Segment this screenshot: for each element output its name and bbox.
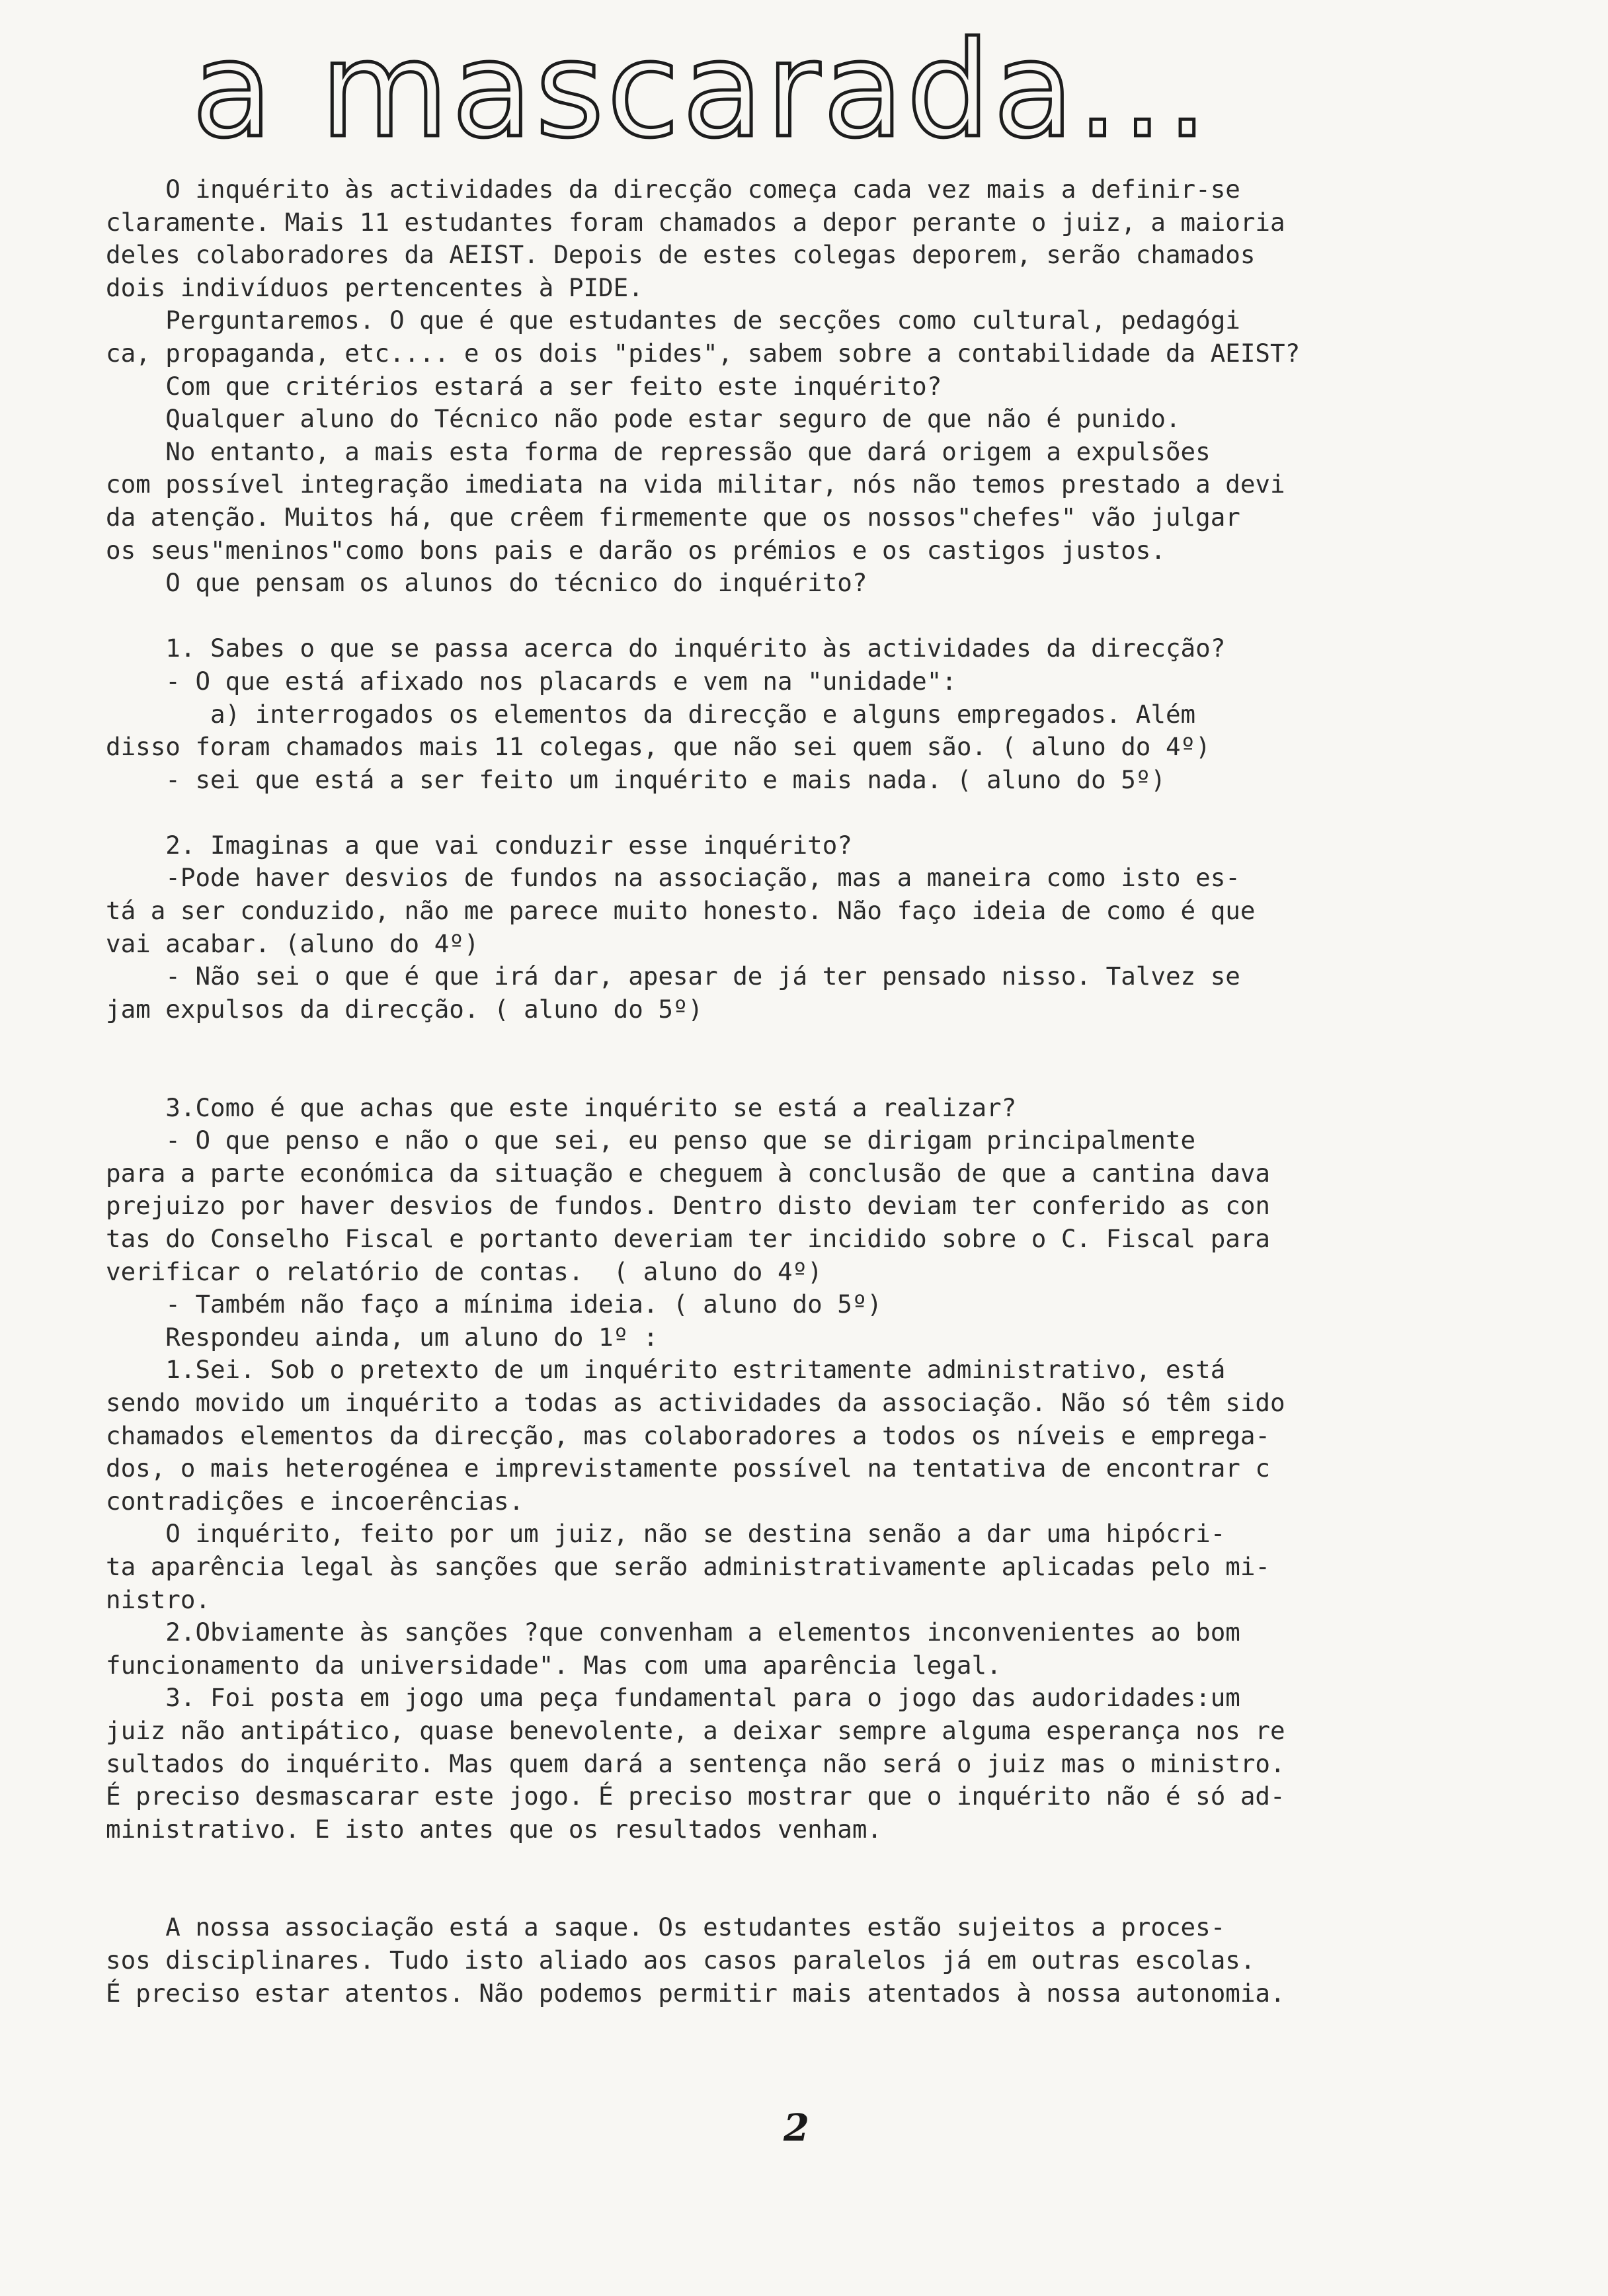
- text-line: os seus"meninos"como bons pais e darão os prémios e os castigos justos.: [106, 535, 1166, 565]
- text-line: 2.Obviamente às sanções ?que convenham a elementos inconvenientes ao bom: [106, 1618, 1240, 1647]
- text-line: disso foram chamados mais 11 colegas, que não sei quem são. ( aluno do 4º): [106, 732, 1211, 762]
- text-line: 2. Imaginas a que vai conduzir esse inquérito?: [106, 830, 852, 860]
- text-line: dois indivíduos pertencentes à PIDE.: [106, 272, 643, 302]
- text-line: sultados do inquérito. Mas quem dará a sentença não será o juiz mas o ministro.: [106, 1748, 1285, 1778]
- paragraph-gap: [106, 796, 1521, 829]
- text-line: ministrativo. E isto antes que os resultados venham.: [106, 1814, 882, 1844]
- text-line: Com que critérios estará a ser feito este inquérito?: [106, 371, 942, 401]
- paragraph-gap: [106, 1059, 1521, 1092]
- text-line: a) interrogados os elementos da direcção e alguns empregados. Além: [106, 699, 1196, 729]
- text-line: O inquérito às actividades da direcção começa cada vez mais a definir-se: [106, 175, 1240, 204]
- text-line: ta aparência legal às sanções que serão administrativamente aplicadas pelo mi-: [106, 1551, 1270, 1581]
- text-line: - O que está afixado nos placards e vem na "unidade":: [106, 666, 957, 696]
- text-line: sos disciplinares. Tudo isto aliado aos casos paralelos já em outras escolas.: [106, 1946, 1256, 1975]
- text-line: verificar o relatório de contas. ( aluno do 4º): [106, 1256, 823, 1286]
- text-line: funcionamento da universidade". Mas com uma aparência legal.: [106, 1650, 1002, 1680]
- text-line: 1.Sei. Sob o pretexto de um inquérito estritamente administrativo, está: [106, 1355, 1226, 1385]
- text-line: - sei que está a ser feito um inquérito e mais nada. ( aluno do 5º): [106, 764, 1166, 794]
- text-line: Respondeu ainda, um aluno do 1º :: [106, 1322, 659, 1352]
- text-line: deles colaboradores da AEIST. Depois de estes colegas deporem, serão chamados: [106, 240, 1256, 270]
- text-line: É preciso estar atentos. Não podemos permitir mais atentados à nossa autonomia.: [106, 1978, 1285, 2008]
- text-line: - O que penso e não o que sei, eu penso que se dirigam principalmente: [106, 1126, 1196, 1155]
- text-line: O que pensam os alunos do técnico do inquérito?: [106, 568, 867, 598]
- text-line: -Pode haver desvios de fundos na associação, mas a maneira como isto es-: [106, 863, 1240, 893]
- text-line: sendo movido um inquérito a todas as actividades da associação. Não só têm sido: [106, 1387, 1285, 1417]
- text-line: 3.Como é que achas que este inquérito se está a realizar?: [106, 1092, 1017, 1122]
- text-line: com possível integração imediata na vida militar, nós não temos prestado a devi: [106, 470, 1285, 499]
- text-line: O inquérito, feito por um juiz, não se destina senão a dar uma hipócri-: [106, 1519, 1226, 1549]
- paragraph-gap: [106, 1879, 1521, 1912]
- text-line: A nossa associação está a saque. Os estudantes estão sujeitos a proces-: [106, 1912, 1226, 1942]
- text-line: para a parte económica da situação e cheguem à conclusão de que a cantina dava: [106, 1158, 1270, 1188]
- text-line: - Não sei o que é que irá dar, apesar de já ter pensado nisso. Talvez se: [106, 962, 1240, 991]
- text-line: dos, o mais heterogénea e imprevistamente possível na tentativa de encontrar c: [106, 1454, 1270, 1483]
- text-line: claramente. Mais 11 estudantes foram chamados a depor perante o juiz, a maioria: [106, 207, 1285, 237]
- stencil-title-lettering: [192, 26, 1250, 159]
- text-line: jam expulsos da direcção. ( aluno do 5º): [106, 994, 704, 1024]
- paragraph-gap: [106, 600, 1521, 633]
- text-line: Perguntaremos. O que é que estudantes de secções como cultural, pedagógi: [106, 306, 1240, 335]
- text-line: tá a ser conduzido, não me parece muito honesto. Não faço ideia de como é que: [106, 896, 1256, 926]
- text-line: prejuizo por haver desvios de fundos. Dentro disto deviam ter conferido as con: [106, 1191, 1270, 1221]
- text-line: 3. Foi posta em jogo uma peça fundamental para o jogo das audoridades:um: [106, 1683, 1240, 1713]
- text-line: da atenção. Muitos há, que crêem firmemente que os nossos"chefes" vão julgar: [106, 502, 1240, 532]
- text-line: contradições e incoerências.: [106, 1486, 524, 1516]
- text-line: No entanto, a mais esta forma de repressão que dará origem a expulsões: [106, 436, 1211, 466]
- text-line: ca, propaganda, etc.... e os dois "pides", sabem sobre a contabilidade da AEIST?: [106, 338, 1301, 368]
- text-line: 1. Sabes o que se passa acerca do inquérito às actividades da direcção?: [106, 634, 1226, 663]
- text-line: juiz não antipático, quase benevolente, a deixar sempre alguma esperança nos re: [106, 1715, 1285, 1745]
- text-line: vai acabar. (aluno do 4º): [106, 928, 479, 958]
- text-line: nistro.: [106, 1584, 211, 1614]
- text-line: Qualquer aluno do Técnico não pode estar seguro de que não é punido.: [106, 404, 1181, 434]
- text-line: tas do Conselho Fiscal e portanto deveriam ter incidido sobre o C. Fiscal para: [106, 1224, 1270, 1253]
- page-number: 2: [784, 2106, 809, 2150]
- paragraph-gap: [106, 1026, 1521, 1059]
- text-line: - Também não faço a mínima ideia. ( aluno do 5º): [106, 1290, 882, 1319]
- article-body: [106, 173, 1521, 2010]
- title-text: a mascarada...: [192, 26, 1211, 159]
- text-line: É preciso desmascarar este jogo. É preciso mostrar que o inquérito não é só ad-: [106, 1782, 1285, 1811]
- paragraph-gap: [106, 1846, 1521, 1879]
- page-title: [192, 26, 1250, 159]
- text-line: chamados elementos da direcção, mas colaboradores a todos os níveis e emprega-: [106, 1420, 1270, 1450]
